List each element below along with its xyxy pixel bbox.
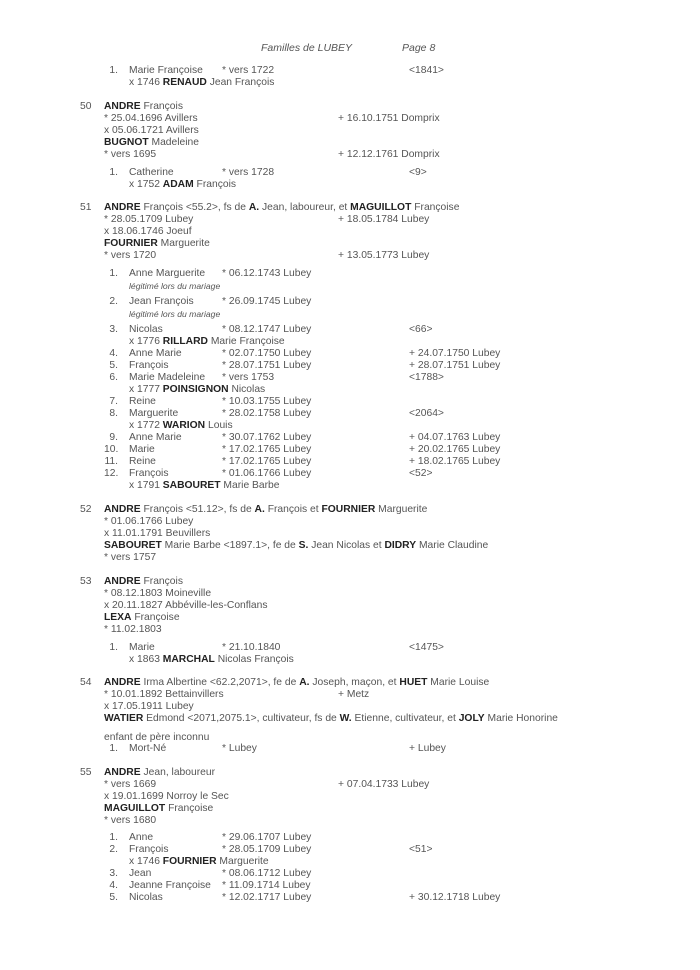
- family-number: 51: [80, 202, 92, 213]
- child-birth: * 21.10.1840: [222, 642, 281, 653]
- wife-name: FOURNIER Marguerite: [104, 238, 210, 249]
- child-name: François: [129, 360, 169, 371]
- child-name: Reine: [129, 456, 156, 467]
- family-number: 55: [80, 767, 92, 778]
- child-number: 8.: [109, 408, 118, 419]
- child-birth: * 28.02.1758 Lubey: [222, 408, 312, 419]
- husband-name: ANDRE François: [104, 576, 183, 587]
- child-reference: <9>: [409, 167, 427, 178]
- child-name: Nicolas: [129, 892, 163, 903]
- child-marriage: x 1752 ADAM François: [129, 179, 237, 190]
- child-name: Anne Marguerite: [129, 268, 206, 279]
- child-number: 1.: [109, 832, 118, 843]
- child-number: 4.: [109, 880, 118, 891]
- marriage: x 17.05.1911 Lubey: [104, 701, 194, 712]
- wife-name: SABOURET Marie Barbe <1897.1>, fe de S. Jean Nicolas et DIDRY Marie Claudine: [104, 540, 489, 551]
- child-name: Marguerite: [129, 408, 179, 419]
- family-note: enfant de père inconnu: [104, 732, 210, 743]
- marriage: x 11.01.1791 Beuvillers: [104, 528, 211, 539]
- child-name: Jean: [129, 868, 152, 879]
- child-number: 1.: [109, 268, 118, 279]
- child-birth: * 28.05.1709 Lubey: [222, 844, 312, 855]
- child-birth: * 29.06.1707 Lubey: [222, 832, 312, 843]
- child-reference: <1841>: [409, 65, 444, 76]
- husband-birth: * vers 1669: [104, 779, 157, 790]
- wife-birth: * vers 1680: [104, 815, 157, 826]
- child-number: 5.: [109, 892, 118, 903]
- child-number: 7.: [109, 396, 118, 407]
- child-name: François: [129, 844, 169, 855]
- child-number: 11.: [104, 456, 118, 467]
- child-number: 5.: [109, 360, 118, 371]
- child-birth: * Lubey: [222, 743, 257, 754]
- child-marriage: x 1746 FOURNIER Marguerite: [129, 856, 269, 867]
- child-birth: * 06.12.1743 Lubey: [222, 268, 312, 279]
- child-death: + 30.12.1718 Lubey: [409, 892, 501, 903]
- husband-death: + 16.10.1751 Domprix: [338, 113, 440, 124]
- husband-death: + 07.04.1733 Lubey: [338, 779, 430, 790]
- wife-name: MAGUILLOT Françoise: [104, 803, 214, 814]
- child-note: légitimé lors du mariage: [129, 281, 221, 291]
- husband-birth: * 08.12.1803 Moineville: [104, 588, 212, 599]
- child-birth: * vers 1753: [222, 372, 275, 383]
- child-number: 9.: [109, 432, 118, 443]
- child-marriage: x 1772 WARION Louis: [129, 420, 233, 431]
- child-reference: <51>: [409, 844, 433, 855]
- child-birth: * 02.07.1750 Lubey: [222, 348, 312, 359]
- wife-name: ANDRE Irma Albertine <62.2,2071>, fe de A. Joseph, maçon, et HUET Marie Louise: [104, 677, 490, 688]
- child-number: 1.: [109, 642, 118, 653]
- child-birth: * 11.09.1714 Lubey: [222, 880, 311, 891]
- wife-birth: * 10.01.1892 Bettainvillers: [104, 689, 224, 700]
- wife-name: BUGNOT Madeleine: [104, 137, 199, 148]
- husband-name: WATIER Edmond <2071,2075.1>, cultivateur, fs de W. Etienne, cultivateur, et JOLY Marie Honorine: [104, 713, 558, 724]
- marriage: x 05.06.1721 Avillers: [104, 125, 199, 136]
- wife-birth: * 11.02.1803: [104, 624, 162, 635]
- child-name: Nicolas: [129, 324, 163, 335]
- child-number: 1.: [109, 65, 118, 76]
- family-number: 53: [80, 576, 92, 587]
- child-note: légitimé lors du mariage: [129, 309, 221, 319]
- child-name: Anne Marie: [129, 348, 182, 359]
- marriage: x 20.11.1827 Abbéville-les-Conflans: [104, 600, 268, 611]
- child-number: 6.: [109, 372, 118, 383]
- child-death: + 24.07.1750 Lubey: [409, 348, 501, 359]
- wife-birth: * vers 1695: [104, 149, 157, 160]
- page-number: Page 8: [402, 42, 436, 54]
- child-name: Marie: [129, 642, 155, 653]
- child-marriage: x 1863 MARCHAL Nicolas François: [129, 654, 294, 665]
- wife-name: LEXA Françoise: [104, 612, 180, 623]
- child-marriage: x 1776 RILLARD Marie Françoise: [129, 336, 285, 347]
- child-name: Marie Françoise: [129, 65, 203, 76]
- husband-birth: * 25.04.1696 Avillers: [104, 113, 198, 124]
- child-reference: <1788>: [409, 372, 444, 383]
- husband-birth: * 28.05.1709 Lubey: [104, 214, 194, 225]
- family-number: 54: [80, 677, 92, 688]
- child-birth: * 01.06.1766 Lubey: [222, 468, 312, 479]
- wife-birth: * vers 1757: [104, 552, 157, 563]
- child-marriage: x 1791 SABOURET Marie Barbe: [129, 480, 280, 491]
- wife-death: + 13.05.1773 Lubey: [338, 250, 430, 261]
- child-number: 3.: [109, 868, 118, 879]
- husband-death: + 18.05.1784 Lubey: [338, 214, 430, 225]
- wife-birth: * vers 1720: [104, 250, 157, 261]
- child-number: 2.: [109, 296, 118, 307]
- child-reference: <66>: [409, 324, 433, 335]
- child-name: Marie Madeleine: [129, 372, 206, 383]
- child-birth: * vers 1722: [222, 65, 275, 76]
- child-number: 3.: [109, 324, 118, 335]
- child-number: 1.: [109, 743, 118, 754]
- child-name: Anne Marie: [129, 432, 182, 443]
- child-birth: * vers 1728: [222, 167, 275, 178]
- family-number: 50: [80, 101, 92, 112]
- child-reference: <1475>: [409, 642, 444, 653]
- child-birth: * 30.07.1762 Lubey: [222, 432, 312, 443]
- child-name: Jean François: [129, 296, 194, 307]
- husband-birth: * 01.06.1766 Lubey: [104, 516, 194, 527]
- child-name: Reine: [129, 396, 156, 407]
- child-birth: * 08.06.1712 Lubey: [222, 868, 312, 879]
- child-reference: <2064>: [409, 408, 444, 419]
- husband-name: ANDRE François <55.2>, fs de A. Jean, laboureur, et MAGUILLOT Françoise: [104, 202, 460, 213]
- child-death: + 04.07.1763 Lubey: [409, 432, 501, 443]
- husband-name: ANDRE François <51.12>, fs de A. François et FOURNIER Marguerite: [104, 504, 428, 515]
- wife-death: + Metz: [338, 689, 370, 700]
- marriage: x 19.01.1699 Norroy le Sec: [104, 791, 229, 802]
- child-name: Catherine: [129, 167, 174, 178]
- child-death: + 20.02.1765 Lubey: [409, 444, 501, 455]
- child-death: + Lubey: [409, 743, 446, 754]
- child-name: Anne: [129, 832, 154, 843]
- child-marriage: x 1746 RENAUD Jean François: [129, 77, 275, 88]
- child-name: Mort-Né: [129, 743, 167, 754]
- page-header-title: Familles de LUBEY: [261, 42, 353, 54]
- child-birth: * 17.02.1765 Lubey: [222, 444, 312, 455]
- child-birth: * 12.02.1717 Lubey: [222, 892, 312, 903]
- child-marriage: x 1777 POINSIGNON Nicolas: [129, 384, 266, 395]
- child-number: 4.: [109, 348, 118, 359]
- child-name: Marie: [129, 444, 155, 455]
- child-birth: * 28.07.1751 Lubey: [222, 360, 312, 371]
- child-number: 2.: [109, 844, 118, 855]
- family-number: 52: [80, 504, 92, 515]
- child-death: + 28.07.1751 Lubey: [409, 360, 501, 371]
- child-birth: * 26.09.1745 Lubey: [222, 296, 312, 307]
- wife-death: + 12.12.1761 Domprix: [338, 149, 440, 160]
- child-reference: <52>: [409, 468, 433, 479]
- child-birth: * 17.02.1765 Lubey: [222, 456, 312, 467]
- child-number: 12.: [104, 468, 119, 479]
- child-birth: * 10.03.1755 Lubey: [222, 396, 312, 407]
- child-name: Jeanne Françoise: [129, 880, 211, 891]
- child-name: François: [129, 468, 169, 479]
- husband-name: ANDRE Jean, laboureur: [104, 767, 216, 778]
- child-number: 10.: [104, 444, 119, 455]
- marriage: x 18.06.1746 Joeuf: [104, 226, 192, 237]
- child-number: 1.: [109, 167, 118, 178]
- child-death: + 18.02.1765 Lubey: [409, 456, 501, 467]
- child-birth: * 08.12.1747 Lubey: [222, 324, 312, 335]
- husband-name: ANDRE François: [104, 101, 183, 112]
